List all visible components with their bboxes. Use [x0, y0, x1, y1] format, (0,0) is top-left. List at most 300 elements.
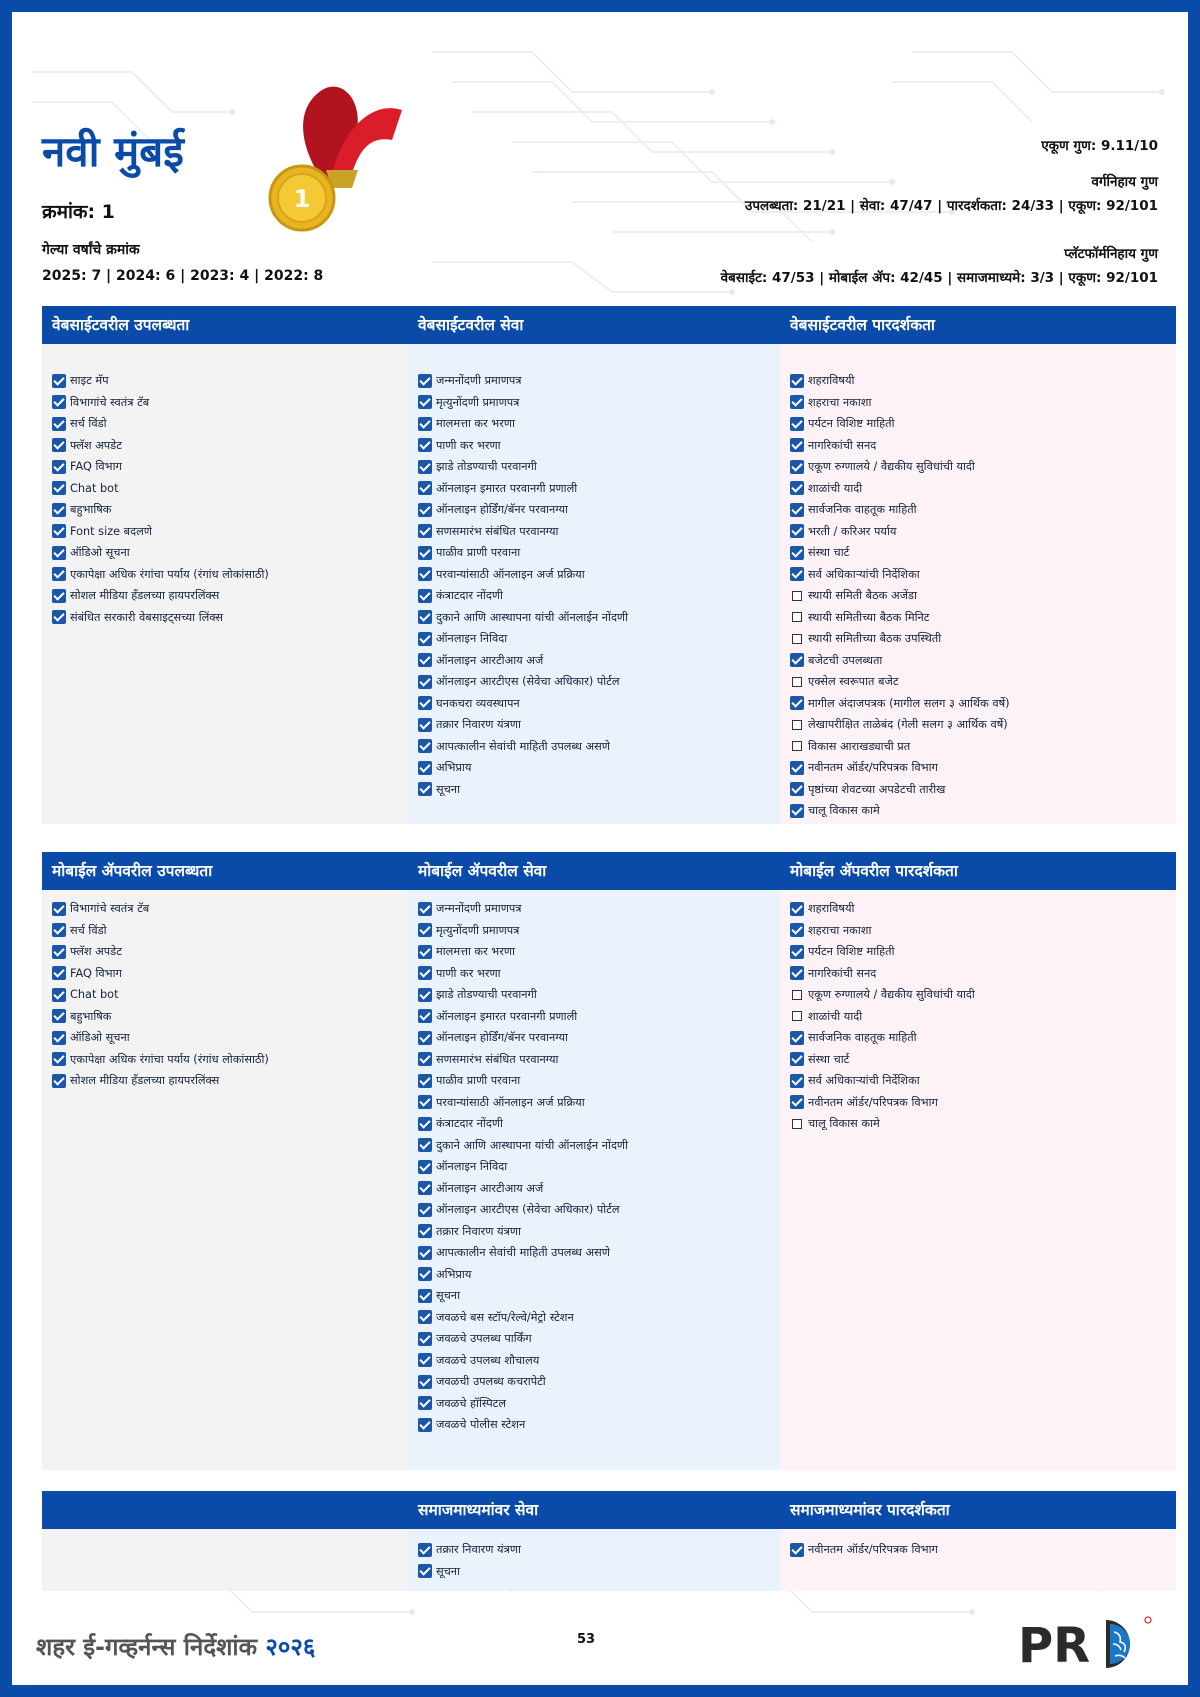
checklist-item — [42, 1006, 408, 1028]
checklist-item — [408, 671, 780, 693]
checked-box-icon — [52, 374, 66, 388]
checklist-item-label: दुकाने आणि आस्थापना यांची ऑनलाईन नोंदणी — [436, 1138, 629, 1152]
checked-box-icon — [418, 1052, 432, 1066]
checklist-item-label: दुकाने आणि आस्थापना यांची ऑनलाईन नोंदणी — [436, 610, 629, 624]
checklist-item-label: संस्था चार्ट — [808, 546, 850, 559]
medal-number: 1 — [293, 185, 311, 213]
checklist-item-label: ऑनलाइन आरटीएस (सेवेचा अधिकार) पोर्टल — [436, 1203, 620, 1216]
checklist-item — [780, 898, 1176, 920]
unchecked-box-icon — [792, 634, 802, 644]
checked-box-icon — [790, 546, 804, 560]
checklist-item-label: जवळचे बस स्टॉप/रेल्वे/मेट्रो स्टेशन — [436, 1310, 574, 1324]
checklist-item — [408, 478, 780, 500]
checklist-item — [42, 542, 408, 564]
checklist-item-label: विभागांचे स्वतंत्र टॅब — [70, 395, 150, 409]
checklist-item-label: नवीनतम ऑर्डर/परिपत्रक विभाग — [808, 761, 938, 774]
checklist-item-label: एक्सेल स्वरूपात बजेट — [808, 675, 899, 688]
checklist-item — [780, 671, 1176, 693]
checklist-item — [780, 779, 1176, 801]
checklist-item-label: एकापेक्षा अधिक रंगांचा पर्याय (रंगांध लोकांसाठी) — [70, 567, 269, 581]
checklist-item — [780, 963, 1176, 985]
checklist-item — [42, 392, 408, 414]
checklist-item — [780, 714, 1176, 736]
checklist-item-label: सोशल मीडिया हँडलच्या हायपरलिंक्स — [70, 1074, 220, 1087]
checklist-item-label: ऑनलाइन आरटीआय अर्ज — [436, 1181, 544, 1195]
checked-box-icon — [790, 653, 804, 667]
checklist-item — [408, 1092, 780, 1114]
checklist-item-label: जन्मनोंदणी प्रमाणपत्र — [436, 374, 522, 387]
unchecked-box-icon — [792, 1119, 802, 1129]
checklist-item-label: बजेटची उपलब्धता — [808, 653, 883, 667]
checked-box-icon — [418, 503, 432, 517]
checked-box-icon — [790, 1095, 804, 1109]
checklist-item — [408, 521, 780, 543]
checklist-item-label: ऑनलाइन इमारत परवानगी प्रणाली — [436, 1009, 578, 1023]
unchecked-box-icon — [792, 1011, 802, 1021]
checklist-item — [42, 585, 408, 607]
footer-year: २०२६ — [265, 1633, 316, 1661]
checklist-item — [780, 920, 1176, 942]
checklist-item-label: ऑनलाइन इमारत परवानगी प्रणाली — [436, 481, 578, 495]
checklist-item — [408, 779, 780, 801]
mobile-availability-list — [42, 898, 408, 1092]
checklist-item — [780, 1539, 1176, 1561]
website-availability-column — [42, 344, 408, 824]
checklist-item-label: मृत्युनोंदणी प्रमाणपत्र — [436, 395, 520, 409]
checklist-item-label: चालू विकास कामे — [808, 1117, 880, 1130]
rank: क्रमांक: 1 — [42, 201, 115, 223]
checked-box-icon — [52, 1052, 66, 1066]
checked-box-icon — [52, 902, 66, 916]
checklist-item — [780, 585, 1176, 607]
checklist-item-label: सर्च विंडो — [70, 923, 107, 937]
unchecked-box-icon — [792, 741, 802, 751]
checklist-item-label: परवान्यांसाठी ऑनलाइन अर्ज प्रक्रिया — [436, 567, 585, 581]
checklist-item-label: ऑडिओ सूचना — [70, 546, 130, 559]
checklist-item-label: शाळांची यादी — [808, 1009, 863, 1023]
checked-box-icon — [418, 567, 432, 581]
checked-box-icon — [52, 546, 66, 560]
checklist-item-label: ऑनलाइन होर्डिंग/बॅनर परवानग्या — [436, 503, 568, 516]
checklist-item — [42, 521, 408, 543]
checklist-item — [408, 984, 780, 1006]
checked-box-icon — [418, 1353, 432, 1367]
checklist-item — [408, 1113, 780, 1135]
checked-box-icon — [52, 1074, 66, 1088]
checked-box-icon — [52, 1031, 66, 1045]
checklist-item — [780, 1049, 1176, 1071]
checklist-item-label: स्थायी समितीच्या बैठक मिनिट — [808, 610, 930, 624]
checklist-item — [408, 1561, 780, 1583]
checked-box-icon — [790, 524, 804, 538]
checked-box-icon — [418, 524, 432, 538]
checklist-item-label: मालमत्ता कर भरणा — [436, 417, 515, 430]
page-number: 53 — [577, 1632, 596, 1647]
website-services-title: वेबसाईटवरील सेवा — [418, 316, 524, 334]
checklist-item-label: साइट मॅप — [70, 374, 109, 387]
mobile-availability-column — [42, 890, 408, 1470]
checked-box-icon — [790, 374, 804, 388]
checked-box-icon — [790, 417, 804, 431]
checked-box-icon — [418, 438, 432, 452]
social-transparency-column — [780, 1529, 1176, 1591]
checklist-item-label: बहुभाषिक — [70, 503, 112, 516]
checklist-item — [408, 1221, 780, 1243]
unchecked-box-icon — [792, 677, 802, 687]
checklist-item-label: जवळचे पोलीस स्टेशन — [436, 1418, 526, 1431]
checklist-item-label: सूचना — [436, 1289, 461, 1302]
checklist-item — [408, 941, 780, 963]
checklist-item — [408, 456, 780, 478]
checked-box-icon — [418, 902, 432, 916]
checklist-item — [780, 370, 1176, 392]
checklist-item — [42, 435, 408, 457]
checklist-item — [42, 898, 408, 920]
checklist-item-label: जवळचे हॉस्पिटल — [436, 1396, 507, 1410]
mobile-services-list — [408, 898, 780, 1436]
checklist-item-label: सार्वजनिक वाहतूक माहिती — [808, 503, 917, 516]
checked-box-icon — [790, 696, 804, 710]
checklist-item — [408, 963, 780, 985]
checklist-item — [42, 607, 408, 629]
checked-box-icon — [418, 589, 432, 603]
checklist-item-label: ऑनलाइन आरटीआय अर्ज — [436, 653, 544, 667]
checklist-item-label: सणसमारंभ संबंधित परवानग्या — [436, 524, 559, 538]
checklist-item-label: अभिप्राय — [436, 1267, 472, 1281]
checklist-item-label: तक्रार निवारण यंत्रणा — [436, 1543, 521, 1556]
website-services-list — [408, 370, 780, 800]
checklist-item-label: आपत्कालीन सेवांची माहिती उपलब्ध असणे — [436, 1246, 610, 1259]
checklist-item — [42, 963, 408, 985]
checklist-item-label: पर्यटन विशिष्ट माहिती — [808, 945, 895, 958]
checked-box-icon — [790, 945, 804, 959]
checklist-item-label: पर्यटन विशिष्ट माहिती — [808, 417, 895, 430]
checklist-item — [42, 413, 408, 435]
checklist-item-label: नागरिकांची सनद — [808, 438, 877, 452]
checklist-item-label: सोशल मीडिया हँडलच्या हायपरलिंक्स — [70, 589, 220, 602]
checklist-item — [780, 736, 1176, 758]
checklist-item — [408, 607, 780, 629]
checklist-item-label: सार्वजनिक वाहतूक माहिती — [808, 1031, 917, 1044]
website-availability-title: वेबसाईटवरील उपलब्धता — [52, 316, 190, 334]
checklist-item — [780, 499, 1176, 521]
checklist-item-label: फ्लॅश अपडेट — [70, 438, 122, 452]
checked-box-icon — [52, 567, 66, 581]
checked-box-icon — [418, 1009, 432, 1023]
checklist-item-label: चालू विकास कामे — [808, 804, 880, 817]
checklist-item-label: स्थायी समितीच्या बैठक उपस्थिती — [808, 632, 942, 645]
checked-box-icon — [418, 1181, 432, 1195]
checklist-item — [780, 1006, 1176, 1028]
mobile-header-band — [42, 852, 1176, 890]
checked-box-icon — [790, 902, 804, 916]
checklist-item — [780, 693, 1176, 715]
checked-box-icon — [418, 460, 432, 474]
checklist-item-label: जन्मनोंदणी प्रमाणपत्र — [436, 902, 522, 915]
checklist-item — [780, 564, 1176, 586]
checklist-item-label: विकास आराखड्याची प्रत — [808, 739, 911, 753]
checklist-item — [42, 1027, 408, 1049]
checklist-item-label: फ्लॅश अपडेट — [70, 945, 122, 958]
footer-title — [36, 1630, 315, 1663]
checklist-item-label: संबंधित सरकारी वेबसाइट्सच्या लिंक्स — [70, 610, 224, 624]
checklist-item-label: लेखापरीक्षित ताळेबंद (गेली सलग ३ आर्थिक वर्षे) — [808, 718, 1008, 731]
checked-box-icon — [418, 1418, 432, 1432]
checklist-item-label: FAQ विभाग — [70, 460, 122, 473]
checked-box-icon — [790, 567, 804, 581]
platform-score-values: वेबसाईट: 47/53 | मोबाईल ॲप: 42/45 | समाजमाध्यमे: 3/3 | एकूण: 92/101 — [720, 270, 1158, 286]
checklist-item — [42, 456, 408, 478]
pro-logo-icon — [1018, 1614, 1158, 1670]
checklist-item — [408, 542, 780, 564]
checklist-item — [408, 499, 780, 521]
checklist-item — [408, 898, 780, 920]
checklist-item-label: एकापेक्षा अधिक रंगांचा पर्याय (रंगांध लोकांसाठी) — [70, 1052, 269, 1066]
checklist-item-label: पाळीव प्राणी परवाना — [436, 546, 521, 559]
checklist-item — [408, 392, 780, 414]
website-transparency-title: वेबसाईटवरील पारदर्शकता — [790, 316, 935, 334]
checked-box-icon — [790, 395, 804, 409]
checked-box-icon — [418, 761, 432, 775]
checklist-item-label: तक्रार निवारण यंत्रणा — [436, 718, 521, 731]
checklist-item-label: तक्रार निवारण यंत्रणा — [436, 1224, 521, 1238]
checked-box-icon — [418, 696, 432, 710]
checklist-item-label: परवान्यांसाठी ऑनलाइन अर्ज प्रक्रिया — [436, 1095, 585, 1109]
checklist-item — [780, 607, 1176, 629]
checklist-item-label: कंत्राटदार नोंदणी — [436, 1117, 503, 1130]
checklist-item-label: संस्था चार्ट — [808, 1052, 850, 1066]
checklist-item — [408, 1414, 780, 1436]
checklist-item — [408, 1242, 780, 1264]
checklist-item — [42, 1049, 408, 1071]
checklist-item-label: नवीनतम ऑर्डर/परिपत्रक विभाग — [808, 1543, 938, 1556]
unchecked-box-icon — [792, 990, 802, 1000]
checklist-item — [408, 1371, 780, 1393]
checklist-item-label: पाणी कर भरणा — [436, 438, 501, 452]
checked-box-icon — [418, 966, 432, 980]
checklist-item — [780, 456, 1176, 478]
checked-box-icon — [52, 966, 66, 980]
checklist-item-label: सणसमारंभ संबंधित परवानग्या — [436, 1052, 559, 1066]
checklist-item — [408, 1006, 780, 1028]
checklist-item-label: पाळीव प्राणी परवाना — [436, 1074, 521, 1087]
checklist-item-label: पाणी कर भरणा — [436, 966, 501, 980]
checked-box-icon — [52, 589, 66, 603]
checklist-item-label: झाडे तोडण्याची परवानगी — [436, 988, 537, 1001]
checked-box-icon — [418, 1332, 432, 1346]
checklist-item-label: ऑनलाइन निविदा — [436, 1160, 508, 1173]
checklist-item — [408, 628, 780, 650]
checklist-item — [408, 1027, 780, 1049]
website-transparency-list — [780, 370, 1176, 822]
checklist-item — [780, 392, 1176, 414]
checked-box-icon — [418, 546, 432, 560]
footer-title-text: शहर ई-गव्हर्नन्स निर्देशांक — [36, 1633, 258, 1661]
checklist-item-label: ऑनलाइन निविदा — [436, 632, 508, 645]
checklist-item-label: एकूण रुग्णालये / वैद्यकीय सुविधांची यादी — [808, 460, 975, 473]
checked-box-icon — [52, 417, 66, 431]
checklist-item-label: मागील अंदाजपत्रक (मागील सलग ३ आर्थिक वर्षे) — [808, 696, 1010, 710]
checklist-item — [408, 1285, 780, 1307]
checklist-item — [780, 435, 1176, 457]
checked-box-icon — [418, 1564, 432, 1578]
checklist-item — [42, 984, 408, 1006]
checklist-item — [42, 1070, 408, 1092]
website-availability-list — [42, 370, 408, 628]
checklist-item-label: मृत्युनोंदणी प्रमाणपत्र — [436, 923, 520, 937]
social-transparency-list — [780, 1539, 1176, 1561]
checklist-item-label: आपत्कालीन सेवांची माहिती उपलब्ध असणे — [436, 739, 610, 753]
checked-box-icon — [418, 1031, 432, 1045]
checked-box-icon — [418, 417, 432, 431]
city-name: नवी मुंबई — [42, 127, 184, 176]
checked-box-icon — [52, 945, 66, 959]
checked-box-icon — [52, 988, 66, 1002]
checklist-item-label: FAQ विभाग — [70, 966, 122, 980]
checked-box-icon — [418, 1246, 432, 1260]
checklist-item — [408, 1328, 780, 1350]
checklist-item — [408, 1264, 780, 1286]
total-score: एकूण गुण: 9.11/10 — [1041, 138, 1158, 154]
checked-box-icon — [418, 1203, 432, 1217]
logo-text: PR — [1018, 1618, 1091, 1670]
mobile-availability-title: मोबाईल ॲपवरील उपलब्धता — [52, 862, 213, 880]
checklist-item — [408, 714, 780, 736]
checked-box-icon — [790, 1074, 804, 1088]
checked-box-icon — [418, 481, 432, 495]
mobile-transparency-title: मोबाईल ॲपवरील पारदर्शकता — [790, 862, 958, 880]
checklist-item-label: शहराचा नकाशा — [808, 395, 872, 409]
checklist-item — [42, 920, 408, 942]
checked-box-icon — [790, 966, 804, 980]
checked-box-icon — [790, 481, 804, 495]
checklist-item-label: घनकचरा व्यवस्थापन — [436, 696, 520, 710]
checked-box-icon — [52, 503, 66, 517]
website-transparency-column — [780, 344, 1176, 824]
checked-box-icon — [790, 438, 804, 452]
checklist-item — [408, 435, 780, 457]
checklist-item — [42, 478, 408, 500]
checked-box-icon — [52, 1009, 66, 1023]
checklist-item-label: अभिप्राय — [436, 761, 472, 774]
checklist-item — [408, 1539, 780, 1561]
checklist-item-label: नागरिकांची सनद — [808, 966, 877, 980]
checklist-item-label: Chat bot — [70, 988, 119, 1001]
checklist-item-label: भरती / करिअर पर्याय — [808, 524, 897, 538]
checklist-item — [408, 370, 780, 392]
checklist-item-label: सूचना — [436, 782, 461, 796]
checked-box-icon — [418, 1396, 432, 1410]
mobile-transparency-column — [780, 890, 1176, 1470]
checklist-item-label: मालमत्ता कर भरणा — [436, 945, 515, 958]
checked-box-icon — [790, 804, 804, 818]
checked-box-icon — [418, 1289, 432, 1303]
checked-box-icon — [790, 782, 804, 796]
checklist-item-label: शाळांची यादी — [808, 481, 863, 495]
checklist-item — [780, 800, 1176, 822]
mobile-transparency-list — [780, 898, 1176, 1135]
social-transparency-title: समाजमाध्यमांवर पारदर्शकता — [790, 1501, 950, 1519]
checklist-item-label: जवळची उपलब्ध कचरापेटी — [436, 1375, 546, 1388]
checklist-item-label: शहराविषयी — [808, 374, 855, 387]
mobile-services-title: मोबाईल ॲपवरील सेवा — [418, 862, 547, 880]
checked-box-icon — [418, 1224, 432, 1238]
checked-box-icon — [418, 1267, 432, 1281]
checked-box-icon — [790, 1543, 804, 1557]
checked-box-icon — [418, 923, 432, 937]
mobile-services-column — [408, 890, 780, 1470]
checked-box-icon — [790, 1052, 804, 1066]
social-header-band — [42, 1491, 1176, 1529]
checked-box-icon — [418, 1095, 432, 1109]
checked-box-icon — [418, 718, 432, 732]
previous-ranks-label: गेल्या वर्षांचे क्रमांक — [42, 242, 140, 258]
website-header-band — [42, 306, 1176, 344]
checklist-item — [42, 564, 408, 586]
checked-box-icon — [418, 1138, 432, 1152]
checklist-item — [780, 1027, 1176, 1049]
checked-box-icon — [52, 524, 66, 538]
checklist-item — [780, 984, 1176, 1006]
platform-score-label: प्लॅटफॉर्मनिहाय गुण — [1064, 246, 1158, 262]
checklist-item-label: बहुभाषिक — [70, 1009, 112, 1023]
checklist-item — [408, 1199, 780, 1221]
checklist-item — [408, 585, 780, 607]
category-score-values: उपलब्धता: 21/21 | सेवा: 47/47 | पारदर्शकता: 24/33 | एकूण: 92/101 — [744, 198, 1158, 214]
checklist-item-label: शहराचा नकाशा — [808, 923, 872, 937]
checklist-item-label: सर्व अधिकाऱ्यांची निर्देशिका — [808, 567, 920, 581]
checked-box-icon — [418, 653, 432, 667]
checklist-item-label: सर्व अधिकाऱ्यांची निर्देशिका — [808, 1074, 920, 1087]
checklist-item-label: जवळचे उपलब्ध शौचालय — [436, 1353, 540, 1367]
unchecked-box-icon — [792, 591, 802, 601]
checklist-item — [408, 920, 780, 942]
checklist-item — [780, 757, 1176, 779]
checked-box-icon — [418, 988, 432, 1002]
checked-box-icon — [418, 1543, 432, 1557]
checklist-item — [408, 564, 780, 586]
checklist-item — [408, 1049, 780, 1071]
previous-ranks-values: 2025: 7 | 2024: 6 | 2023: 4 | 2022: 8 — [42, 268, 324, 284]
checked-box-icon — [418, 1117, 432, 1131]
checklist-item-label: Font size बदलणे — [70, 524, 152, 538]
checklist-item — [408, 413, 780, 435]
checklist-item — [780, 413, 1176, 435]
checklist-item — [780, 1113, 1176, 1135]
checklist-item — [780, 941, 1176, 963]
checked-box-icon — [418, 1310, 432, 1324]
checked-box-icon — [52, 923, 66, 937]
checklist-item — [408, 1393, 780, 1415]
checklist-item — [408, 736, 780, 758]
social-services-column — [408, 1529, 780, 1591]
checked-box-icon — [418, 610, 432, 624]
checked-box-icon — [418, 1074, 432, 1088]
checked-box-icon — [418, 374, 432, 388]
checklist-item-label: स्थायी समिती बैठक अजेंडा — [808, 589, 917, 602]
checklist-item — [780, 650, 1176, 672]
checklist-item-label: शहराविषयी — [808, 902, 855, 915]
checklist-item — [780, 628, 1176, 650]
checklist-item-label: पृष्ठांच्या शेवटच्या अपडेटची तारीख — [808, 782, 946, 796]
unchecked-box-icon — [792, 612, 802, 622]
checked-box-icon — [790, 460, 804, 474]
checklist-item-label: नवीनतम ऑर्डर/परिपत्रक विभाग — [808, 1095, 938, 1109]
website-services-column — [408, 344, 780, 824]
checklist-item — [408, 1135, 780, 1157]
checklist-item — [42, 941, 408, 963]
checklist-item-label: झाडे तोडण्याची परवानगी — [436, 460, 537, 473]
